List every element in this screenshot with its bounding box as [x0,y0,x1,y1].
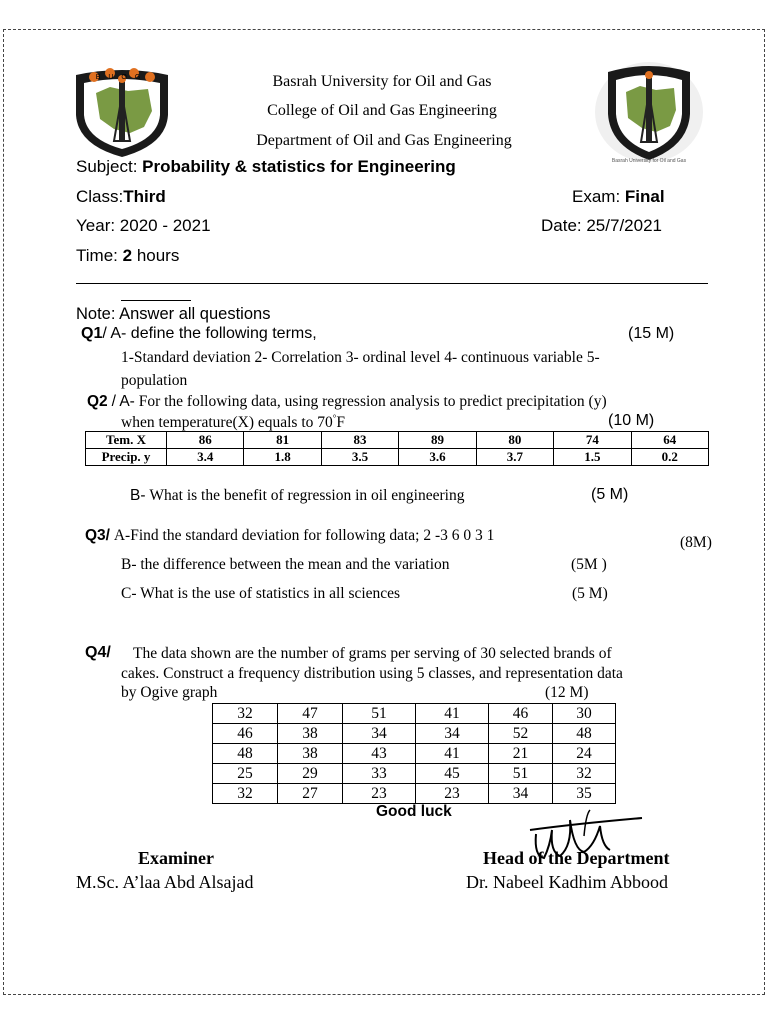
table-cell: 86 [167,432,244,449]
table-cell: 83 [321,432,398,449]
table-row [213,724,616,744]
q4-line2: cakes. Construct a frequency distribution using 5 classes, and representation data [121,665,623,682]
university-logo-right [590,58,708,166]
table-cell: 0.2 [631,449,708,466]
table-cell: 23 [416,784,489,804]
table-cell: 3.7 [476,449,553,466]
class-line [76,187,166,207]
subject-label: Subject: [76,157,138,176]
table-cell: 46 [213,724,278,744]
q1-terms-line1: 1-Standard deviation 2- Correlation 3- ordinal level 4- continuous variable 5- [121,349,600,366]
table-cell: 35 [553,784,616,804]
q3-a-text: A-Find the standard deviation for following data; 2 -3 6 0 3 1 [113,527,495,544]
class-value: Third [123,187,166,206]
q1-label: Q1 [81,325,103,342]
time-unit: hours [136,246,180,265]
q2-data-table [85,431,709,466]
q2-label: Q2 [87,393,108,410]
table-cell: 52 [489,724,553,744]
time-value: 2 [122,246,133,265]
header-college: College of Oil and Gas Engineering [267,102,497,119]
table-cell: 3.5 [321,449,398,466]
q2-b-line [130,487,464,505]
q2-a-marks: (10 M) [608,412,655,429]
table-cell: 81 [244,432,321,449]
table-cell: 80 [476,432,553,449]
good-luck-text: Good luck [376,803,452,820]
table-row [86,432,709,449]
table-cell: 1.8 [244,449,321,466]
table-cell: 45 [416,764,489,784]
q3-a-marks: (8M) [680,534,712,551]
examiner-title: Examiner [138,848,214,868]
q2-b-marks: (5 M) [591,486,629,503]
table-row [213,744,616,764]
table-cell: 74 [554,432,631,449]
q2-row2-label: Precip. y [86,449,167,466]
table-cell: 43 [343,744,416,764]
q4-label: Q4/ [85,644,111,661]
table-cell: 25 [213,764,278,784]
table-cell: 38 [278,744,343,764]
q1-terms-line2: population [121,372,188,389]
q2-a-text2: when temperature(X) equals to 70 [121,414,333,432]
q4-line1: The data shown are the number of grams per serving of 30 selected brands of [133,645,612,662]
table-cell: 27 [278,784,343,804]
exam-value: Final [624,187,665,206]
separator-short [121,300,191,301]
separator-line [76,283,708,284]
q2-degree: ° [332,413,337,423]
table-cell: 51 [343,704,416,724]
table-cell: 34 [343,724,416,744]
subject-line [76,157,456,177]
table-row [213,764,616,784]
table-cell: 38 [278,724,343,744]
table-cell: 23 [343,784,416,804]
q2-a-text2-line [121,413,345,432]
table-cell: 32 [213,704,278,724]
table-cell: 30 [553,704,616,724]
table-cell: 1.5 [554,449,631,466]
table-cell: 32 [553,764,616,784]
table-cell: 41 [416,704,489,724]
table-cell: 51 [489,764,553,784]
q1-marks: (15 M) [628,325,675,342]
q2-a-prefix: / A- [111,393,135,410]
subject-value: Probability & statistics for Engineering [142,157,456,176]
class-label: Class: [76,187,124,206]
q3-label: Q3/ [85,527,110,544]
table-cell: 64 [631,432,708,449]
table-row [213,784,616,804]
exam-label: Exam: [572,187,621,206]
table-cell: 48 [213,744,278,764]
table-cell: 89 [399,432,476,449]
exam-line [572,187,665,207]
q2-b-prefix: B- [130,487,146,504]
q4-marks: (12 M) [545,684,589,701]
time-line [76,246,179,266]
table-cell: 34 [416,724,489,744]
q2-row1-label: Tem. X [86,432,167,449]
year-line: Year: 2020 - 2021 [76,216,211,235]
university-logo-left [70,67,174,159]
date-line: Date: 25/7/2021 [541,216,662,235]
q3-b-marks: (5M ) [571,556,607,573]
table-cell: 24 [553,744,616,764]
table-cell: 48 [553,724,616,744]
head-title: Head of the Department [483,848,670,868]
q2-unit: F [336,414,345,432]
table-cell: 32 [213,784,278,804]
table-cell: 41 [416,744,489,764]
q1-line [81,325,317,343]
table-cell: 33 [343,764,416,784]
time-label: Time: [76,246,118,265]
table-cell: 29 [278,764,343,784]
q4-data-table [212,703,616,804]
q3-a-line [85,527,494,545]
table-cell: 34 [489,784,553,804]
logo-left-letters: BUOG [95,74,149,81]
examiner-name: M.Sc. A’laa Abd Alsajad [76,872,254,892]
table-row [213,704,616,724]
q3-b-text: B- the difference between the mean and the variation [121,556,450,573]
q2-a-text: For the following data, using regression analysis to predict precipitation (y) [138,393,607,410]
note-text: Note: Answer all questions [76,305,271,323]
header-university: Basrah University for Oil and Gas [272,73,492,90]
q1-text: / A- define the following terms, [102,325,317,342]
table-cell: 21 [489,744,553,764]
q4-line3: by Ogive graph [121,684,218,701]
header-department: Department of Oil and Gas Engineering [256,132,512,149]
table-cell: 3.4 [167,449,244,466]
table-cell: 47 [278,704,343,724]
logo-right-caption: Basrah University for Oil and Gas [611,158,687,164]
q2-b-text: What is the benefit of regression in oil engineering [149,487,465,504]
table-cell: 3.6 [399,449,476,466]
q3-c-marks: (5 M) [572,585,608,602]
table-row [86,449,709,466]
head-name: Dr. Nabeel Kadhim Abbood [466,872,668,892]
q3-c-text: C- What is the use of statistics in all sciences [121,585,401,602]
q2-line [87,393,607,411]
table-cell: 46 [489,704,553,724]
